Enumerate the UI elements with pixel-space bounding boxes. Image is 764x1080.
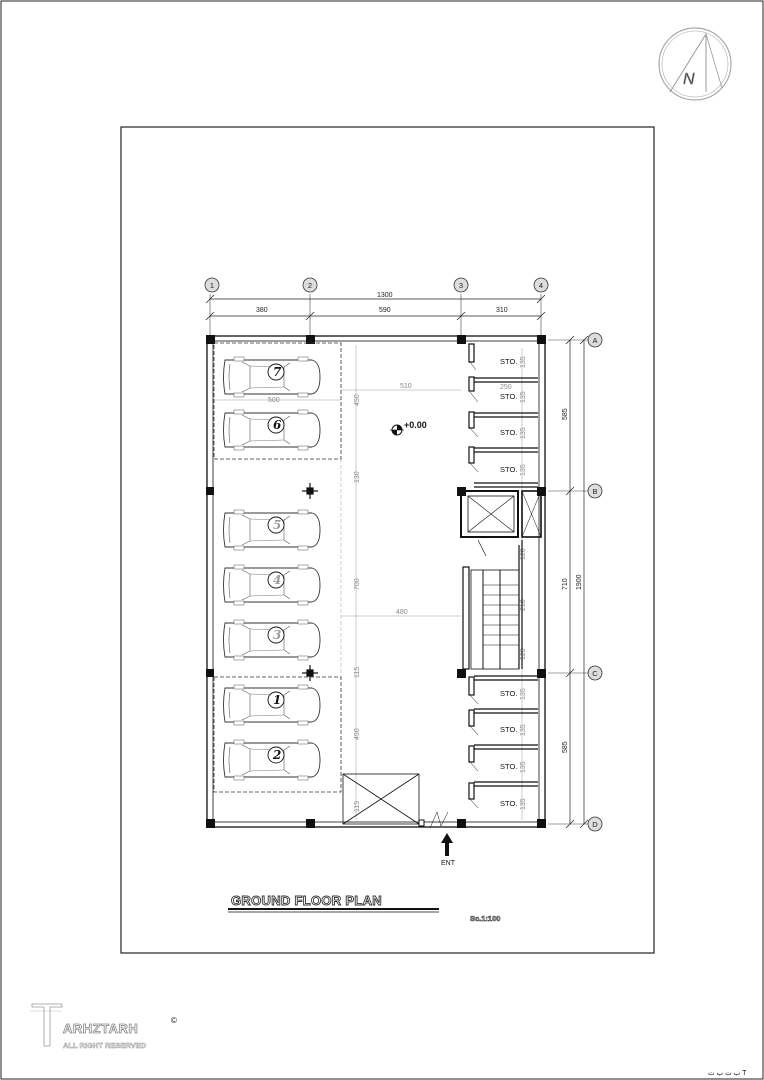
car-2 — [224, 410, 321, 450]
staircase — [463, 540, 522, 669]
grid-col-3-label: 3 — [458, 281, 464, 290]
elevator — [461, 491, 541, 556]
dim-135-8: 135 — [520, 798, 527, 810]
store-label-1: STO. — [500, 357, 518, 366]
dim-135-4: 135 — [520, 464, 527, 476]
logo-copyright: © — [171, 1016, 177, 1025]
car-3 — [224, 510, 321, 550]
parking-number: 3 — [273, 628, 282, 642]
dim-total-height: 1900 — [576, 574, 583, 590]
dim-135-6: 135 — [520, 724, 527, 736]
dim-135-5: 135 — [520, 688, 527, 700]
store-label-2: STO. — [500, 392, 518, 401]
dim-210: 210 — [520, 599, 527, 611]
parking-zones — [214, 343, 341, 792]
grid-col-2 — [303, 278, 317, 292]
void-x-box — [343, 774, 419, 824]
grid-row-d — [588, 817, 602, 831]
car-5 — [224, 620, 321, 660]
parking-number: 4 — [273, 573, 282, 587]
level-marker — [390, 420, 427, 435]
plan-title: GROUND FLOOR PLAN — [231, 893, 382, 908]
dim-115-top: 115 — [354, 666, 361, 678]
grid-row-a-label: A — [592, 336, 598, 345]
dim-500: 500 — [268, 397, 280, 404]
store-label-7: STO. — [500, 762, 518, 771]
grid-row-a — [588, 333, 602, 347]
plan-scale: Sc.1:100 — [470, 914, 501, 923]
dim-135-3: 135 — [520, 427, 527, 439]
page-border — [1, 1, 763, 1079]
dim-115-bottom: 115 — [354, 800, 361, 812]
grid-col-4 — [534, 278, 548, 292]
grid-col-1-label: 1 — [209, 281, 215, 290]
parked-cars — [224, 357, 321, 780]
grid-col-1 — [205, 278, 219, 292]
grid-row-b-label: B — [592, 487, 598, 496]
dim-seg-1: 380 — [256, 307, 268, 314]
dim-450-bottom: 450 — [354, 728, 361, 740]
grid-col-4-label: 4 — [538, 281, 544, 290]
dim-130: 130 — [354, 471, 361, 483]
dim-510: 510 — [400, 383, 412, 390]
sheet-frame — [121, 127, 654, 953]
dim-250: 250 — [500, 384, 512, 391]
parking-number: 6 — [273, 418, 282, 432]
parking-number: 1 — [273, 693, 282, 707]
grid-col-2-label: 2 — [307, 281, 313, 290]
dim-bc: 710 — [562, 578, 569, 590]
grid-col-3 — [454, 278, 468, 292]
dim-135-2: 135 — [520, 391, 527, 403]
grid-row-c — [588, 666, 602, 680]
store-label-6: STO. — [500, 725, 518, 734]
dim-120-top: 120 — [520, 548, 527, 560]
grid-row-d-label: D — [592, 820, 598, 829]
parking-number: 2 — [273, 748, 282, 762]
dim-seg-3: 310 — [496, 307, 508, 314]
car-6 — [224, 685, 321, 725]
store-label-5: STO. — [500, 689, 518, 698]
level-label: +0.00 — [404, 420, 427, 430]
logo-name: ARHZTARH — [63, 1021, 139, 1036]
logo-subtitle: ALL RIGHT RESERVED — [63, 1041, 147, 1050]
north-label: N — [683, 71, 695, 88]
store-label-3: STO. — [500, 428, 518, 437]
parking-number: 7 — [273, 365, 282, 379]
dim-seg-2: 590 — [379, 307, 391, 314]
store-label-8: STO. — [500, 799, 518, 808]
dim-480: 480 — [396, 609, 408, 616]
dim-120-bottom: 120 — [520, 648, 527, 660]
logo-t-icon — [32, 1004, 62, 1046]
dim-135-1: 135 — [520, 356, 527, 368]
entrance-label: ENT — [441, 860, 455, 867]
brand-logo — [30, 1004, 177, 1050]
north-arrow-icon — [659, 28, 731, 100]
dim-cd: 585 — [562, 741, 569, 753]
corner-watermark: ب ت ب ت T — [708, 1070, 747, 1077]
dim-135-7: 135 — [520, 761, 527, 773]
store-label-4: STO. — [500, 465, 518, 474]
dim-ab: 585 — [562, 408, 569, 420]
entrance — [419, 812, 456, 867]
dim-700: 700 — [354, 578, 361, 590]
car-7 — [224, 740, 321, 780]
parking-number: 5 — [273, 518, 282, 532]
car-4 — [224, 565, 321, 605]
title-block — [228, 893, 500, 923]
grid-row-b — [588, 484, 602, 498]
entrance-arrow-icon — [441, 833, 453, 856]
dim-total-width: 1300 — [377, 292, 393, 299]
car-1 — [224, 357, 321, 397]
grid-row-c-label: C — [592, 669, 598, 678]
dim-450-top: 450 — [354, 394, 361, 406]
